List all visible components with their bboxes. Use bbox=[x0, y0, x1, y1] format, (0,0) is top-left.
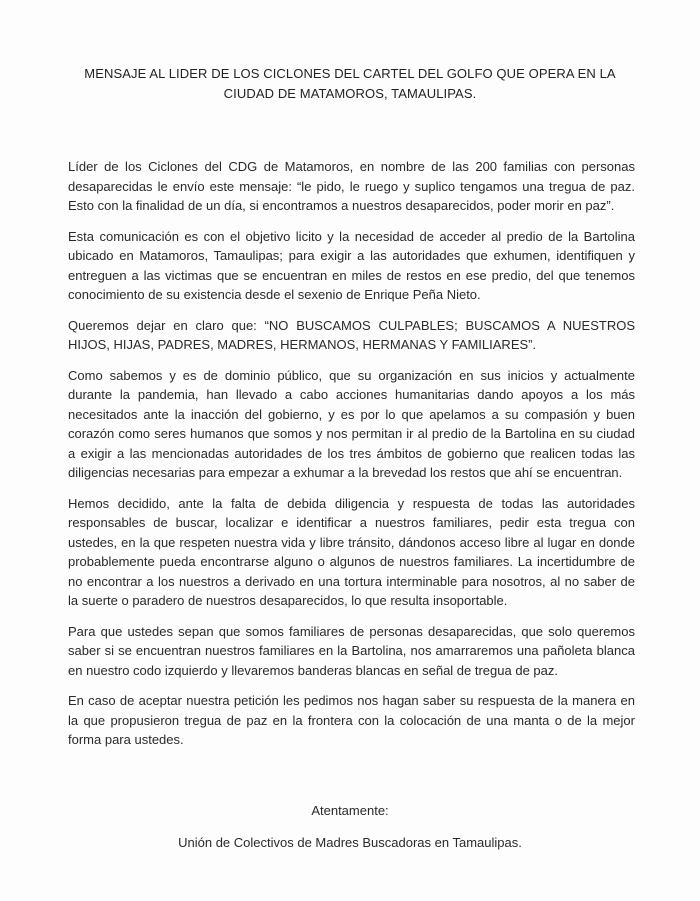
paragraph: Esta comunicación es con el objetivo licito y la necesidad de acceder al predio de la Bartolina ubicado en Matamoros, Tamaulipas; para exigir a las autoridades que exhumen, identifiquen y entreguen a las victimas que se encuentran en miles de restos en ese predio, del que tenemos conocimiento de su existencia desde el sexenio de Enrique Peña Nieto. bbox=[68, 228, 635, 302]
paragraph: Para que ustedes sepan que somos familiares de personas desaparecidas, que solo queremos saber si se encuentran nuestros familiares en la Bartolina, nos amarraremos una pañoleta blanca en nuestro codo izquierdo y llevaremos banderas blancas en señal de tregua de paz. bbox=[68, 623, 635, 678]
paragraph: Hemos decidido, ante la falta de debida diligencia y respuesta de todas las autoridades responsables de buscar, localizar e identificar a nuestros familiares, pedir esta tregua con ustedes, en la que respeten nuestra vida y libre tránsito, dándonos acceso libre al lugar en donde probablemente pueda encontrarse alguno o algunos de nuestros familiares. La incertidumbre de no encontrar a los nuestros a derivado en una tortura interminable para nosotros, al no saber de la suerte o paradero de nuestros desaparecidos, lo que resulta insoportable. bbox=[68, 495, 635, 608]
paragraph: En caso de aceptar nuestra petición les pedimos nos hagan saber su respuesta de la manera en la que propusieron tregua de paz en la frontera con la colocación de una manta o de la mejor forma para ustedes. bbox=[68, 693, 635, 747]
paragraph: Como sabemos y es de dominio público, que su organización en sus inicios y actualmente durante la pandemia, han llevado a cabo acciones humanitarias dando apoyos a los más necesitados ante la inacción del gobierno, y es por lo que apelamos a su compasión y buen corazón como seres humanos que somos y nos permitan ir al predio de la Bartolina en su ciudad a exigir a las mencionadas autoridades de los tres ámbitos de gobierno que realicen todas las diligencias necesarias para empezar a exhumar a la brevedad los restos que ahí se encuentran. bbox=[68, 367, 635, 480]
paragraph: Líder de los Ciclones del CDG de Matamoros, en nombre de las 200 familias con personas desaparecidas le envío este mensaje: “le pido, le ruego y suplico tengamos una tregua de paz. Esto con la finalidad de un día, si encontramos a nuestros desaparecidos, poder morir en paz”. bbox=[68, 159, 635, 213]
paragraph: Queremos dejar en claro que: “NO BUSCAMOS CULPABLES; BUSCAMOS A NUESTROS HIJOS, HIJAS, PADRES, MADRES, HERMANOS, HERMANAS Y FAMILIARES”. bbox=[68, 317, 635, 352]
signature-line: Unión de Colectivos de Madres Buscadoras en Tamaulipas. bbox=[178, 835, 522, 850]
closing-salutation: Atentamente: bbox=[311, 803, 389, 818]
document-body bbox=[68, 157, 635, 761]
document-title: MENSAJE AL LIDER DE LOS CICLONES DEL CARTEL DEL GOLFO QUE OPERA EN LA CIUDAD DE MATAMOROS, TAMAULIPAS. bbox=[84, 66, 616, 101]
